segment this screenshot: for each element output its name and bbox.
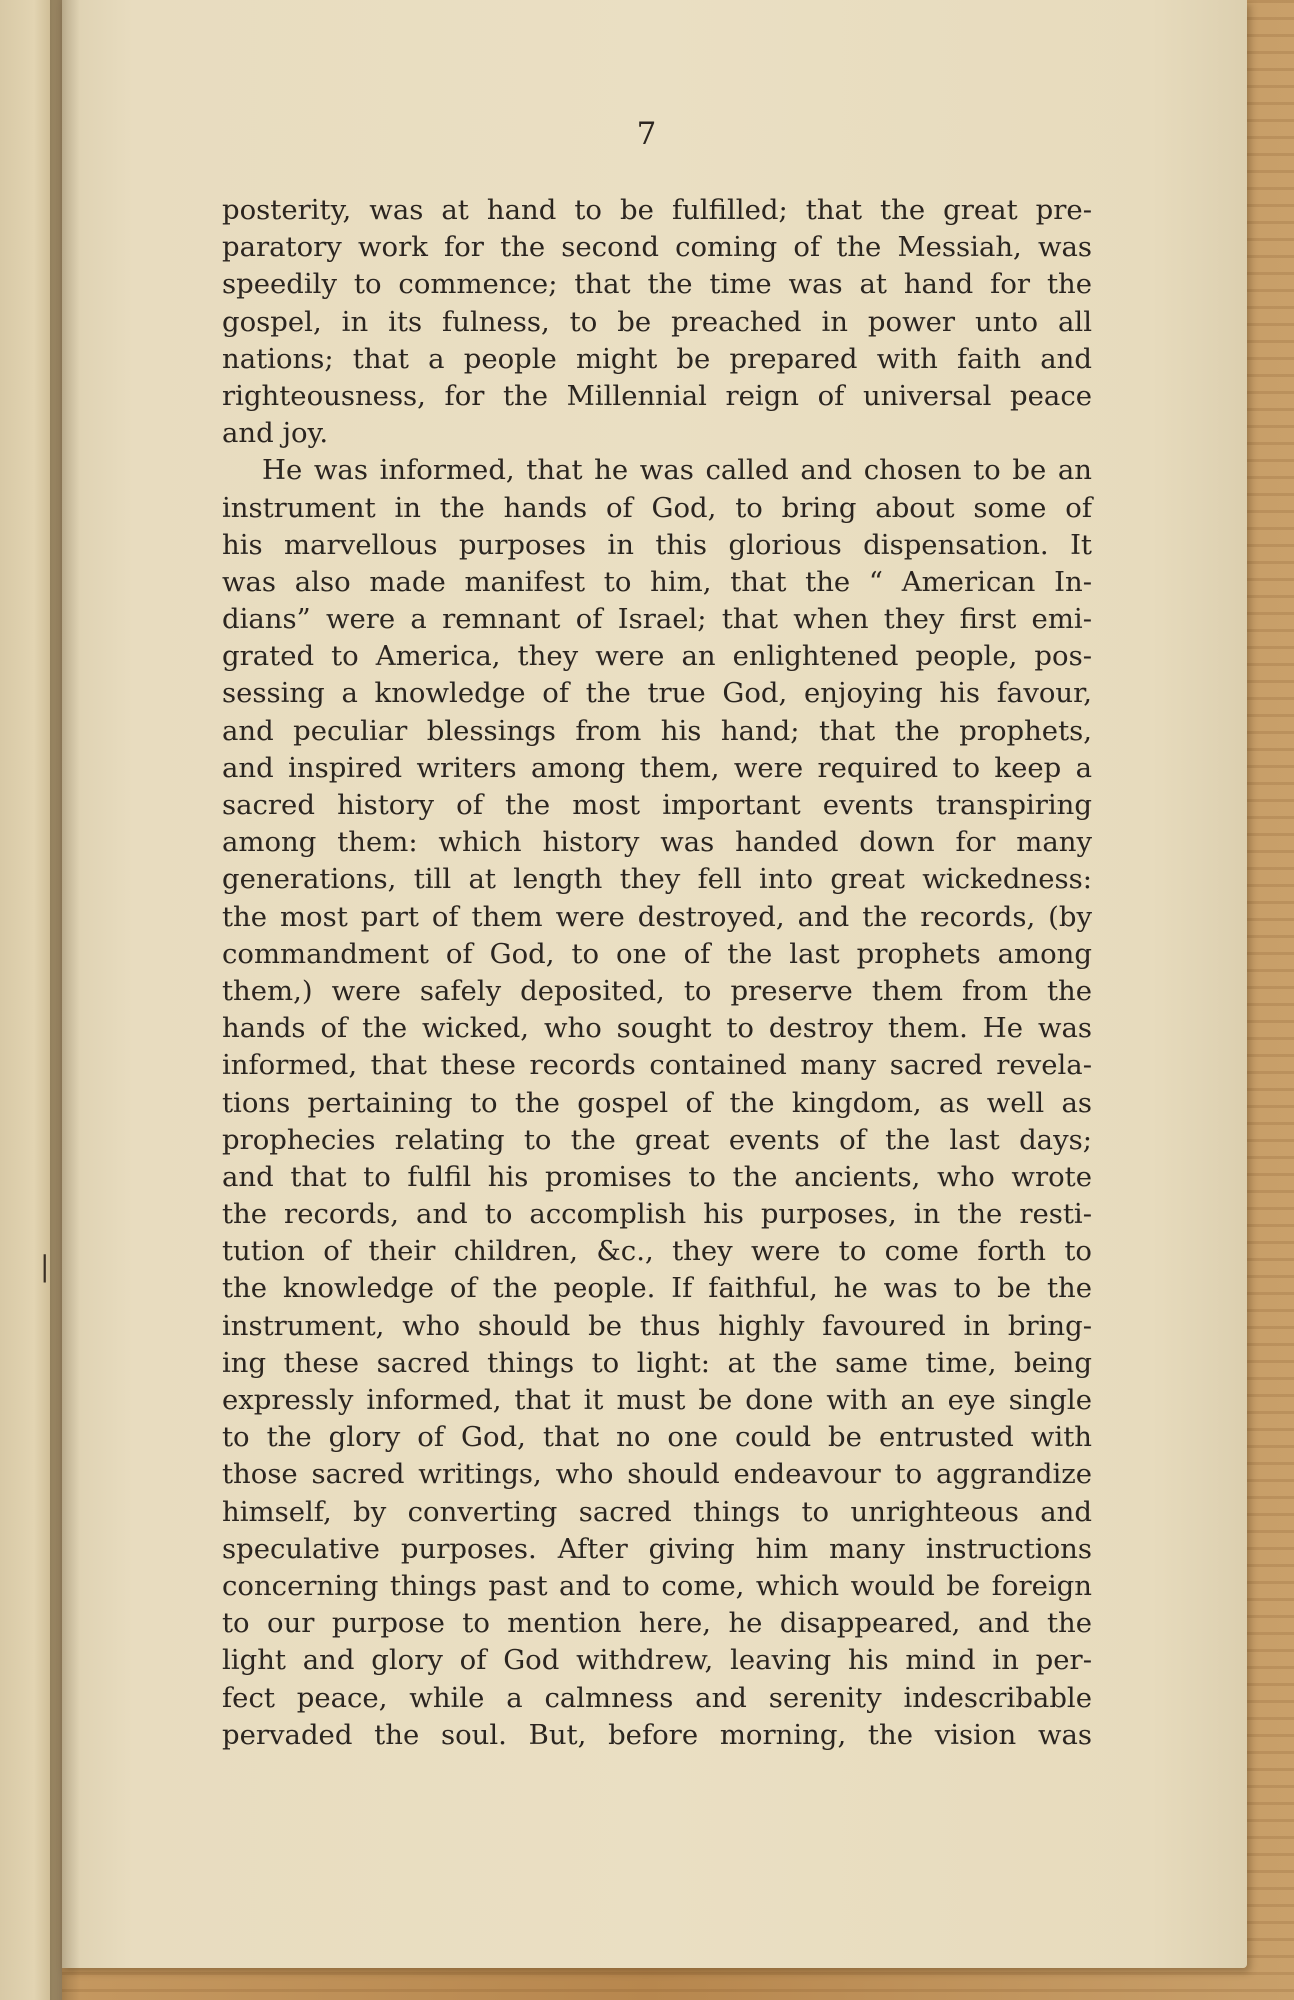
text-line: tions pertaining to the gospel of the kingdom, as well as	[222, 1086, 1092, 1119]
text-line: tution of their children, &c., they were to come forth to	[222, 1235, 1092, 1268]
text-line: dians” were a remnant of Israel; that when they first emi-	[222, 603, 1092, 636]
text-line: them,) were safely deposited, to preserve them from the	[222, 974, 1092, 1007]
text-line: ing these sacred things to light: at the same time, being	[222, 1346, 1092, 1379]
text-line: He was informed, that he was called and chosen to be an	[262, 454, 1092, 487]
text-line: himself, by converting sacred things to unrighteous and	[222, 1495, 1092, 1528]
text-line: and joy.	[222, 417, 329, 450]
margin-mark: |	[40, 1250, 50, 1283]
text-line: generations, till at length they fell into great wickedness:	[222, 863, 1092, 896]
text-line: light and glory of God withdrew, leaving his mind in per-	[222, 1644, 1092, 1677]
text-line: instrument, who should be thus highly favoured in bring-	[222, 1309, 1092, 1342]
text-line: was also made manifest to him, that the “ American In-	[222, 565, 1092, 598]
text-line: sacred history of the most important events transpiring	[222, 789, 1092, 821]
text-line: and peculiar blessings from his hand; that the prophets,	[222, 714, 1092, 747]
spine-shadow	[50, 0, 80, 2000]
text-line: nations; that a people might be prepared with faith and	[222, 342, 1092, 375]
text-line: the knowledge of the people. If faithful, he was to be the	[222, 1272, 1092, 1305]
text-line: instrument in the hands of God, to bring about some of	[222, 491, 1092, 524]
text-line: pervaded the soul. But, before morning, the vision was	[222, 1718, 1092, 1751]
text-line: gospel, in its fulness, to be preached in power unto all	[222, 305, 1092, 338]
text-line: concerning things past and to come, which would be foreign	[222, 1569, 1092, 1602]
text-line: to the glory of God, that no one could be entrusted with	[222, 1421, 1092, 1454]
text-line: among them: which history was handed down for many	[222, 826, 1092, 859]
text-line: grated to America, they were an enlightened people, pos-	[222, 640, 1092, 673]
text-line: and inspired writers among them, were required to keep a	[222, 751, 1092, 784]
text-line: paratory work for the second coming of the Messiah, was	[222, 231, 1092, 264]
text-line: speedily to commence; that the time was at hand for the	[222, 268, 1092, 301]
text-line: expressly informed, that it must be done with an eye single	[222, 1384, 1092, 1416]
text-line: righteousness, for the Millennial reign of universal peace	[222, 379, 1092, 412]
text-line: the most part of them were destroyed, and the records, (by	[222, 900, 1092, 933]
page-number: 7	[636, 116, 658, 152]
text-line: fect peace, while a calmness and serenity indescribable	[222, 1681, 1092, 1714]
text-line: speculative purposes. After giving him many instructions	[222, 1532, 1092, 1565]
text-line: and that to fulfil his promises to the ancients, who wrote	[222, 1160, 1092, 1193]
text-line: hands of the wicked, who sought to destroy them. He was	[222, 1012, 1092, 1045]
text-line: commandment of God, to one of the last prophets among	[222, 937, 1092, 970]
text-line: the records, and to accomplish his purposes, in the resti-	[222, 1198, 1092, 1231]
text-line: sessing a knowledge of the true God, enjoying his favour,	[222, 677, 1092, 710]
text-line: his marvellous purposes in this glorious dispensation. It	[222, 528, 1092, 561]
text-line: those sacred writings, who should endeavour to aggrandize	[222, 1458, 1092, 1491]
text-line: informed, that these records contained many sacred revela-	[222, 1049, 1092, 1082]
text-line: prophecies relating to the great events of the last days;	[222, 1123, 1092, 1156]
text-line: to our purpose to mention here, he disappeared, and the	[222, 1607, 1092, 1640]
body-text	[222, 192, 1092, 1754]
text-line: posterity, was at hand to be fulfilled; that the great pre-	[222, 194, 1092, 226]
